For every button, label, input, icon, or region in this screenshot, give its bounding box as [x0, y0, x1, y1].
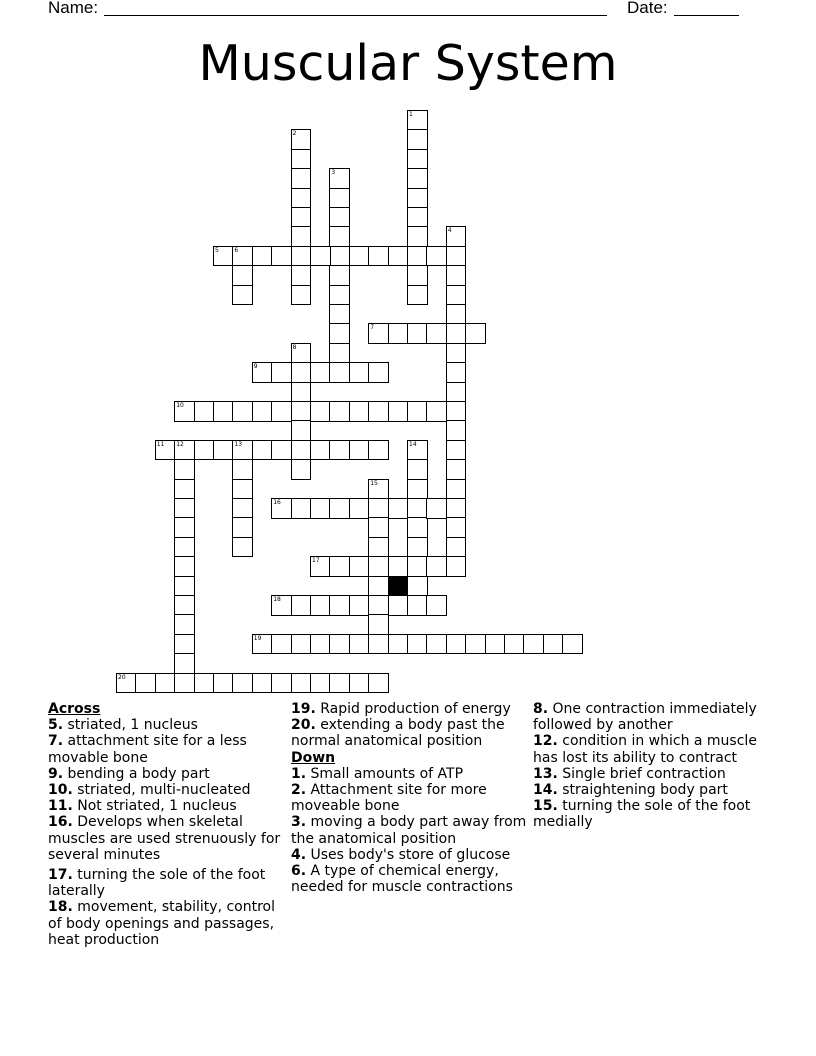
clue-down-1: [291, 766, 527, 782]
clue-number-label: 1: [409, 111, 413, 118]
grid-cell[interactable]: [388, 595, 409, 616]
grid-cell[interactable]: [426, 323, 447, 344]
grid-cell[interactable]: [194, 673, 215, 694]
black-square: [388, 576, 409, 597]
grid-cell[interactable]: [349, 556, 370, 577]
grid-cell[interactable]: [291, 634, 312, 655]
grid-cell[interactable]: [329, 188, 350, 209]
grid-cell[interactable]: [291, 382, 312, 403]
grid-cell[interactable]: [407, 323, 428, 344]
grid-cell[interactable]: [407, 634, 428, 655]
clue-number: 18.: [48, 899, 73, 916]
clue-number: 14.: [533, 782, 558, 799]
grid-cell[interactable]: [310, 498, 331, 519]
grid-cell[interactable]: [446, 401, 467, 422]
grid-cell[interactable]: [291, 420, 312, 441]
grid-cell[interactable]: [504, 634, 525, 655]
grid-cell[interactable]: [310, 440, 331, 461]
clue-text: Attachment site for more moveable bone: [291, 782, 487, 815]
clue-text: turning the sole of the foot medially: [533, 798, 751, 831]
grid-cell[interactable]: [232, 401, 253, 422]
clue-text: turning the sole of the foot laterally: [48, 867, 266, 900]
clue-down-2: [291, 782, 527, 814]
clue-across-5: [48, 717, 284, 733]
grid-cell[interactable]: [329, 634, 350, 655]
clue-text: striated, 1 nucleus: [67, 717, 198, 734]
clue-number-label: 15: [370, 479, 378, 487]
grid-cell[interactable]: [388, 498, 409, 519]
clue-text: Uses body's store of glucose: [310, 846, 511, 863]
clue-number-label: 3: [331, 169, 336, 177]
clue-across-18: [48, 899, 284, 948]
grid-cell[interactable]: [329, 556, 350, 577]
grid-cell[interactable]: [368, 673, 389, 694]
clue-across-20: [291, 717, 527, 749]
clue-number-label: 8: [292, 343, 297, 351]
clue-down-13: [533, 766, 769, 782]
clue-number-label: 4: [447, 227, 452, 235]
clue-text: extending a body past the normal anatomical position: [291, 717, 505, 750]
grid-cell[interactable]: [407, 459, 428, 480]
clue-text: Single brief contraction: [562, 765, 726, 782]
grid-cell[interactable]: [446, 285, 467, 306]
clue-number: 9.: [48, 765, 64, 782]
grid-cell[interactable]: [426, 556, 447, 577]
grid-cell[interactable]: [310, 362, 331, 383]
clue-number: 16.: [48, 814, 73, 831]
grid-cell[interactable]: [407, 401, 428, 422]
grid-cell[interactable]: [232, 265, 253, 286]
clue-number: 19.: [291, 701, 316, 717]
grid-cell[interactable]: [291, 498, 312, 519]
clue-across-11: [48, 798, 284, 814]
grid-cell[interactable]: [291, 226, 312, 247]
clue-across-16: [48, 814, 284, 863]
grid-cell[interactable]: [446, 517, 467, 538]
grid-cell[interactable]: [368, 517, 389, 538]
grid-cell[interactable]: [232, 517, 253, 538]
clue-number: 2.: [291, 782, 307, 799]
clue-text: striated, multi-nucleated: [77, 782, 251, 799]
clue-number-label: 19: [253, 634, 262, 642]
clue-number: 11.: [48, 798, 73, 815]
grid-cell[interactable]: [329, 226, 350, 247]
across-heading: Across: [48, 701, 101, 717]
grid-cell[interactable]: [368, 498, 389, 519]
grid-cell[interactable]: [446, 479, 467, 500]
grid-cell[interactable]: [232, 498, 253, 519]
grid-cell[interactable]: [174, 634, 195, 655]
grid-cell[interactable]: [426, 498, 447, 519]
grid-cell[interactable]: [368, 634, 389, 655]
clue-across-19: [291, 701, 527, 717]
grid-cell[interactable]: [407, 285, 428, 306]
grid-cell[interactable]: [485, 634, 506, 655]
clue-number: 17.: [48, 867, 73, 884]
clue-across-7: [48, 733, 284, 765]
grid-cell[interactable]: [407, 207, 428, 228]
clue-down-6: [291, 863, 527, 895]
clue-number-label: 20: [118, 673, 126, 681]
grid-cell[interactable]: [349, 634, 370, 655]
grid-cell[interactable]: [349, 246, 370, 267]
clue-text: movement, stability, control of body openings and passages, heat production: [48, 899, 276, 948]
grid-cell[interactable]: [407, 479, 428, 500]
grid-cell[interactable]: [426, 246, 447, 267]
grid-cell[interactable]: [271, 440, 292, 461]
grid-cell[interactable]: [446, 362, 467, 383]
grid-cell[interactable]: [155, 673, 176, 694]
clue-across-10: [48, 782, 284, 798]
name-label: Name:: [48, 0, 99, 17]
grid-cell[interactable]: [310, 595, 331, 616]
grid-cell[interactable]: [426, 595, 447, 616]
grid-cell[interactable]: [329, 343, 350, 364]
grid-cell[interactable]: [349, 595, 370, 616]
grid-cell[interactable]: [368, 614, 389, 635]
clue-text: Rapid production of energy: [320, 701, 511, 717]
grid-cell[interactable]: [291, 362, 312, 383]
grid-cell[interactable]: [174, 537, 195, 558]
down-heading: Down: [291, 749, 336, 766]
grid-cell[interactable]: [329, 498, 350, 519]
grid-cell[interactable]: [446, 343, 467, 364]
grid-cell[interactable]: [368, 362, 389, 383]
clue-text: One contraction immediately followed by another: [533, 701, 757, 734]
grid-cell[interactable]: [310, 673, 331, 694]
grid-cell[interactable]: [388, 634, 409, 655]
grid-cell[interactable]: [291, 149, 312, 170]
grid-cell[interactable]: [562, 634, 583, 655]
puzzle-title: Muscular System: [198, 35, 618, 92]
grid-cell[interactable]: [407, 576, 428, 597]
grid-cell[interactable]: [446, 440, 467, 461]
grid-cell[interactable]: [407, 556, 428, 577]
grid-cell[interactable]: [446, 304, 467, 325]
grid-cell[interactable]: [426, 401, 447, 422]
grid-cell[interactable]: [368, 537, 389, 558]
grid-cell[interactable]: [446, 498, 467, 519]
grid-cell[interactable]: [388, 246, 409, 267]
grid-cell[interactable]: [252, 401, 273, 422]
grid-cell[interactable]: [291, 246, 312, 267]
grid-cell[interactable]: [213, 440, 234, 461]
clue-number-label: 17: [312, 557, 320, 565]
clue-down-3: [291, 814, 527, 846]
grid-cell[interactable]: [271, 634, 292, 655]
clue-text: Small amounts of ATP: [310, 765, 464, 782]
clue-text: A type of chemical energy, needed for muscle contractions: [291, 863, 513, 896]
grid-cell[interactable]: [349, 673, 370, 694]
clue-number: 20.: [291, 717, 316, 734]
grid-cell[interactable]: [388, 323, 409, 344]
grid-cell[interactable]: [271, 401, 292, 422]
clue-number-label: 18: [273, 596, 281, 603]
grid-cell[interactable]: [349, 362, 370, 383]
clue-down-15: [533, 798, 769, 830]
clues-column-3: [533, 701, 769, 831]
grid-cell[interactable]: [426, 634, 447, 655]
grid-cell[interactable]: [329, 246, 350, 267]
grid-cell[interactable]: [465, 634, 486, 655]
clue-number: 8.: [533, 701, 549, 717]
clue-number-label: 12: [176, 440, 184, 448]
grid-cell[interactable]: [329, 362, 350, 383]
grid-cell[interactable]: [388, 556, 409, 577]
grid-cell[interactable]: [446, 323, 467, 344]
clue-number: 15.: [533, 798, 558, 815]
grid-cell[interactable]: [174, 614, 195, 635]
clue-number: 1.: [291, 765, 307, 782]
clue-number-label: 10: [176, 402, 184, 409]
grid-cell[interactable]: [446, 382, 467, 403]
grid-cell[interactable]: [291, 401, 312, 422]
grid-cell[interactable]: [291, 673, 312, 694]
clue-down-14: [533, 782, 769, 798]
grid-cell[interactable]: [174, 673, 195, 694]
grid-cell[interactable]: [446, 265, 467, 286]
grid-cell[interactable]: [310, 246, 331, 267]
clue-number: 4.: [291, 846, 307, 863]
clue-number-label: 14: [409, 440, 417, 448]
date-label: Date:: [627, 0, 668, 17]
clue-text: condition in which a muscle has lost its ability to contract: [533, 733, 757, 766]
clue-text: Not striated, 1 nucleus: [77, 798, 237, 815]
grid-cell[interactable]: [543, 634, 564, 655]
grid-cell[interactable]: [329, 595, 350, 616]
grid-cell[interactable]: [329, 323, 350, 344]
grid-cell[interactable]: [407, 226, 428, 247]
grid-cell[interactable]: [232, 285, 253, 306]
grid-cell[interactable]: [368, 246, 389, 267]
grid-cell[interactable]: [213, 401, 234, 422]
grid-cell[interactable]: [135, 673, 156, 694]
grid-cell[interactable]: [349, 440, 370, 461]
clue-down-4: [291, 847, 527, 863]
grid-cell[interactable]: [368, 595, 389, 616]
clue-number: 6.: [291, 863, 307, 880]
clue-text: bending a body part: [67, 765, 210, 782]
grid-cell[interactable]: [174, 653, 195, 674]
grid-cell[interactable]: [465, 323, 486, 344]
clue-across-9: [48, 766, 284, 782]
grid-cell[interactable]: [174, 576, 195, 597]
grid-cell[interactable]: [446, 246, 467, 267]
grid-cell[interactable]: [349, 498, 370, 519]
clue-across-17: [48, 867, 284, 899]
clue-number: 13.: [533, 765, 558, 782]
clue-number-label: 2: [292, 130, 297, 138]
clue-down-8: [533, 701, 769, 733]
clue-text: straightening body part: [562, 782, 728, 799]
grid-cell[interactable]: [291, 207, 312, 228]
clue-number-label: 7: [370, 324, 375, 332]
grid-cell[interactable]: [174, 498, 195, 519]
grid-cell[interactable]: [329, 673, 350, 694]
grid-cell[interactable]: [174, 479, 195, 500]
grid-cell[interactable]: [232, 537, 253, 558]
grid-cell[interactable]: [232, 459, 253, 480]
grid-cell[interactable]: [329, 207, 350, 228]
grid-cell[interactable]: [446, 556, 467, 577]
grid-cell[interactable]: [291, 595, 312, 616]
grid-cell[interactable]: [271, 362, 292, 383]
clue-number-label: 5: [215, 246, 219, 254]
grid-cell[interactable]: [407, 149, 428, 170]
grid-cell[interactable]: [407, 595, 428, 616]
grid-cell[interactable]: [252, 246, 273, 267]
grid-cell[interactable]: [232, 673, 253, 694]
grid-cell[interactable]: [213, 673, 234, 694]
grid-cell[interactable]: [368, 440, 389, 461]
clue-number: 10.: [48, 782, 73, 799]
grid-cell[interactable]: [174, 556, 195, 577]
clues-column-1: [48, 701, 284, 948]
grid-cell[interactable]: [407, 188, 428, 209]
grid-cell[interactable]: [446, 634, 467, 655]
clue-text: Develops when skeletal muscles are used strenuously for several minutes: [48, 814, 281, 863]
clue-text: moving a body part away from the anatomical position: [291, 814, 527, 847]
grid-cell[interactable]: [329, 265, 350, 286]
grid-cell[interactable]: [368, 576, 389, 597]
grid-cell[interactable]: [291, 188, 312, 209]
grid-cell[interactable]: [271, 673, 292, 694]
grid-cell[interactable]: [368, 556, 389, 577]
clue-number-label: 13: [234, 440, 243, 448]
grid-cell[interactable]: [291, 459, 312, 480]
grid-cell[interactable]: [407, 498, 428, 519]
grid-cell[interactable]: [329, 401, 350, 422]
grid-cell[interactable]: [388, 401, 409, 422]
clue-number-label: 16: [273, 499, 281, 506]
grid-cell[interactable]: [194, 440, 215, 461]
grid-cell[interactable]: [310, 634, 331, 655]
grid-cell[interactable]: [329, 440, 350, 461]
grid-cell[interactable]: [174, 459, 195, 480]
grid-cell[interactable]: [349, 401, 370, 422]
clue-number: 5.: [48, 717, 64, 734]
grid-cell[interactable]: [407, 129, 428, 150]
clue-number: 3.: [291, 814, 307, 831]
grid-cell[interactable]: [252, 440, 273, 461]
clues-column-2: [291, 701, 527, 895]
grid-cell[interactable]: [407, 246, 428, 267]
grid-cell[interactable]: [291, 440, 312, 461]
grid-cell[interactable]: [291, 265, 312, 286]
grid-cell[interactable]: [523, 634, 544, 655]
grid-cell[interactable]: [329, 304, 350, 325]
clue-number: 12.: [533, 733, 558, 750]
grid-cell[interactable]: [252, 673, 273, 694]
grid-cell[interactable]: [407, 168, 428, 189]
grid-cell[interactable]: [271, 246, 292, 267]
grid-cell[interactable]: [368, 401, 389, 422]
clue-number-label: 9: [253, 363, 258, 371]
clue-number-label: 6: [234, 246, 239, 254]
grid-cell[interactable]: [446, 420, 467, 441]
grid-cell[interactable]: [174, 517, 195, 538]
grid-cell[interactable]: [291, 168, 312, 189]
clue-number-label: 11: [156, 440, 165, 448]
grid-cell[interactable]: [310, 401, 331, 422]
grid-cell[interactable]: [407, 265, 428, 286]
clue-down-12: [533, 733, 769, 765]
clue-text: attachment site for a less movable bone: [48, 733, 247, 766]
clue-number: 7.: [48, 733, 64, 750]
grid-cell[interactable]: [174, 595, 195, 616]
grid-cell[interactable]: [446, 459, 467, 480]
grid-cell[interactable]: [232, 479, 253, 500]
grid-cell[interactable]: [446, 537, 467, 558]
grid-cell[interactable]: [407, 517, 428, 538]
grid-cell[interactable]: [194, 401, 215, 422]
grid-cell[interactable]: [407, 537, 428, 558]
grid-cell[interactable]: [329, 285, 350, 306]
grid-cell[interactable]: [291, 285, 312, 306]
